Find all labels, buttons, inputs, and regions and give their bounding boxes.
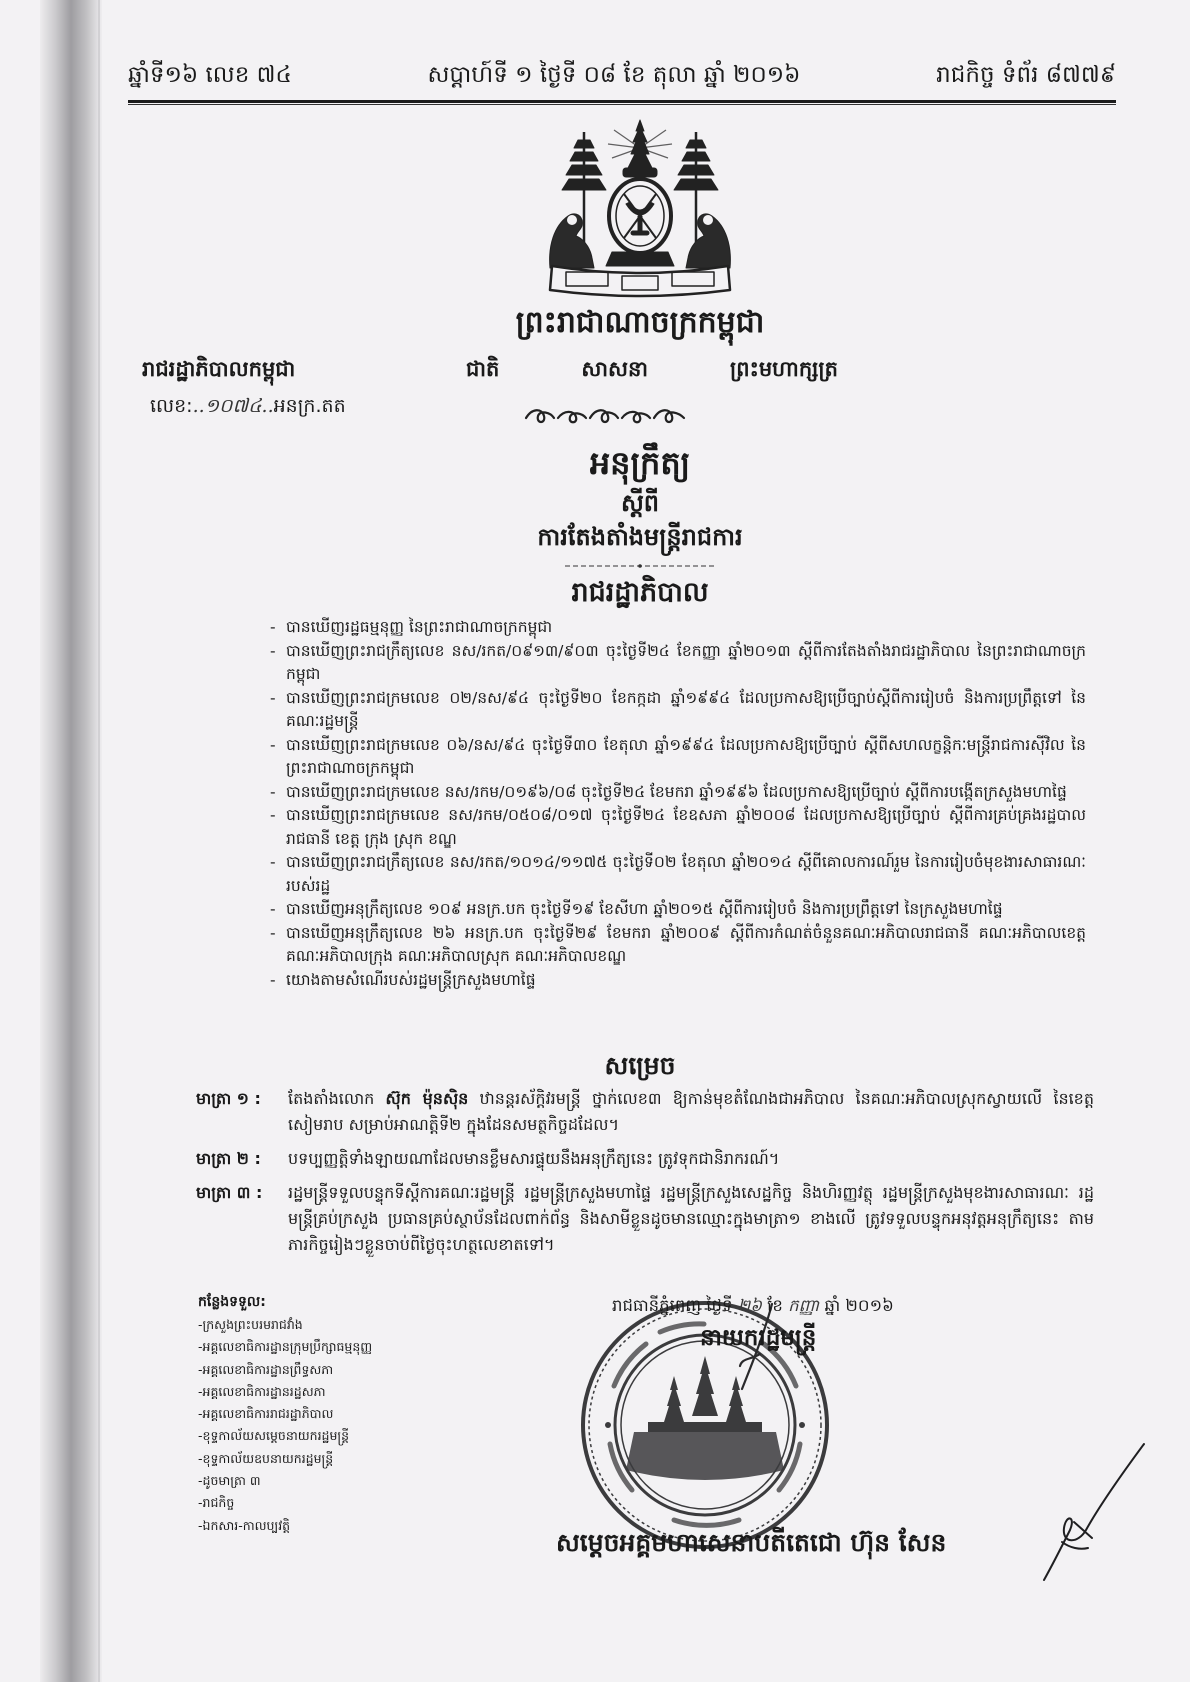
article-text: រដ្ឋមន្ត្រីទទួលបន្ទុកទីស្តីការគណៈរដ្ឋមន្ត្រី រដ្ឋមន្ត្រីក្រសួងមហាផ្ទៃ រដ្ឋមន្ត្រីក្រសួងសេដ្ឋកិច្ច និងហិរញ្ញវត្ថុ រដ្ឋមន្ត្រីក្រសួងមុខងារសាធារណៈ រដ្ឋមន្ត្រីគ្រប់ក្រសួង ប្រធានគ្រប់ស្ថាប័នដែលពាក់ព័ន្ធ និងសាមីខ្លួនដូចមានឈ្មោះក្នុងមាត្រា១ ខាងលើ ត្រូវទទួលបន្ទុកអនុវត្តអនុក្រឹត្យនេះ តាមភារកិច្ចរៀងៗខ្លួនចាប់ពីថ្ងៃចុះហត្ថលេខាតទៅ។	[288, 1183, 1094, 1254]
header-rule	[128, 104, 1116, 105]
recipient-item: - ក្រសួងព្រះបរមរាជវាំង	[198, 1314, 498, 1336]
gazette-date: សប្តាហ៍ទី ១ ថ្ងៃទី ០៨ ខែ តុលា ឆ្នាំ ២០១៦	[427, 62, 801, 88]
article-label: មាត្រា ២ :	[196, 1149, 261, 1168]
article-1	[196, 1086, 1094, 1138]
signing-day: ២៦	[737, 1296, 762, 1315]
reference-number	[150, 394, 346, 422]
consideration-item: - បានឃើញព្រះរាជក្រមលេខ នស/រកម/០៥០៨/០១៧ ចុះថ្ងៃទី២៤ ខែឧសភា ឆ្នាំ២០០៨ ដែលប្រកាសឱ្យប្រើច្បាប់ ស្តីពីការគ្រប់គ្រងរដ្ឋបាលរាជធានី ខេត្ត ក្រុង ស្រុក ខណ្ឌ	[268, 804, 1086, 851]
reference-suffix: អនក្រ.តត	[273, 395, 346, 417]
scan-shadow	[40, 0, 102, 1682]
recipient-item: - ដូចមាត្រា ៣	[198, 1470, 498, 1492]
article-3	[196, 1180, 1094, 1258]
article-label: មាត្រា ៣ :	[196, 1183, 263, 1202]
issuer-name: រាជរដ្ឋាភិបាលកម្ពុជា	[142, 357, 296, 381]
article-text	[288, 1086, 1094, 1138]
motto-religion: សាសនា	[581, 357, 648, 381]
article-text: បទប្បញ្ញត្តិទាំងឡាយណាដែលមានខ្លឹមសារផ្ទុយនឹងអនុក្រឹត្យនេះ ត្រូវទុកជានិរាករណ៍។	[288, 1149, 780, 1168]
document-subject: ការតែងតាំងមន្ត្រីរាជការ	[537, 523, 743, 551]
royal-coat-of-arms-icon	[528, 118, 752, 300]
recipient-item: - អគ្គលេខាធិការដ្ឋានរដ្ឋសភា	[198, 1381, 498, 1403]
issuing-authority: រាជរដ្ឋាភិបាល	[571, 577, 709, 608]
consideration-item: - បានឃើញអនុក្រឹត្យលេខ ២៦ អនក្រ.បក ចុះថ្ងៃទី២៩ ខែមករា ឆ្នាំ២០០៩ ស្តីពីការកំណត់ចំនួនគណៈអភិបាលរាជធានី គណៈអភិបាលខេត្ត គណៈអភិបាលក្រុង គណៈអភិបាលស្រុក គណៈអភិបាលខណ្ឌ	[268, 922, 1086, 969]
recipient-item: - រាជកិច្ច	[198, 1492, 498, 1514]
gazette-issue: ឆ្នាំទី១៦ លេខ ៧៤	[128, 62, 292, 88]
recipients-list	[198, 1314, 498, 1537]
consideration-item: - យោងតាមសំណើរបស់រដ្ឋមន្ត្រីក្រសួងមហាផ្ទៃ	[268, 969, 1086, 993]
consideration-list	[268, 616, 1086, 1048]
handwritten-signature	[1036, 1430, 1150, 1590]
document-about: ស្តីពី	[620, 489, 660, 517]
kingdom-title: ព្រះរាជាណាចក្រកម្ពុជា	[515, 305, 765, 340]
article-2	[196, 1146, 1094, 1172]
gazette-page: រាជកិច្ច ទំព័រ ៨៧៧៩	[936, 62, 1116, 88]
article-text-after: ឋានន្តរស័ក្តិវរមន្ត្រី ថ្នាក់លេខ៣ ឱ្យកាន់មុខតំណែងជាអភិបាល នៃគណៈអភិបាលស្រុកស្វាយលើ នៃខេត្តសៀមរាប សម្រាប់អាណត្តិទី២ ក្នុងដែនសមត្ថកិច្ចដដែល។	[288, 1089, 1094, 1134]
motto-king: ព្រះមហាក្សត្រ	[730, 357, 838, 381]
signer-name: សម្តេចអគ្គមហាសេនាបតីតេជោ ហ៊ុន សែន	[556, 1528, 947, 1557]
consideration-item: - បានឃើញព្រះរាជក្រមលេខ ០៦/នស/៩៤ ចុះថ្ងៃទី៣០ ខែតុលា ឆ្នាំ១៩៩៤ ដែលប្រកាសឱ្យប្រើច្បាប់ ស្តីពីសហលក្ខន្តិកៈមន្ត្រីរាជការស៊ីវិល នៃព្រះរាជាណាចក្រកម្ពុជា	[268, 734, 1086, 781]
title-divider	[565, 562, 715, 570]
signing-place: រាជធានីភ្នំពេញ ថ្ងៃទី	[612, 1296, 733, 1315]
signing-month: កញ្ញា	[788, 1296, 820, 1315]
recipient-item: - ខុទ្ទកាល័យឧបនាយករដ្ឋមន្ត្រី	[198, 1448, 498, 1470]
reference-label: លេខ:	[150, 395, 193, 417]
gazette-header	[128, 46, 1116, 103]
decision-heading: សម្រេច	[604, 1051, 676, 1080]
consideration-item: - បានឃើញរដ្ឋធម្មនុញ្ញ នៃព្រះរាជាណាចក្រកម្ពុជា	[268, 616, 1086, 640]
recipient-item: - ឯកសារ-កាលប្បវត្តិ	[198, 1515, 498, 1537]
consideration-item: - បានឃើញព្រះរាជក្រមលេខ នស/រកម/០១៩៦/០៨ ចុះថ្ងៃទី២៤ ខែមករា ឆ្នាំ១៩៩៦ ដែលប្រកាសឱ្យប្រើច្បាប់ ស្តីពីការបង្កើតក្រសួងមហាផ្ទៃ	[268, 781, 1086, 805]
reference-handwritten-number: ..១០៧៤..	[192, 395, 274, 417]
consideration-item: - បានឃើញព្រះរាជក្រឹត្យលេខ នស/រកត/០៩១៣/៩០៣ ចុះថ្ងៃទី២៤ ខែកញ្ញា ឆ្នាំ២០១៣ ស្តីពីការតែងតាំងរាជរដ្ឋាភិបាល នៃព្រះរាជាណាចក្រកម្ពុជា	[268, 640, 1086, 687]
ornament-divider-icon	[520, 402, 690, 430]
scan-edge-line	[98, 0, 100, 1682]
national-motto	[466, 356, 838, 387]
recipient-item: - ខុទ្ទកាល័យសម្តេចនាយករដ្ឋមន្ត្រី	[198, 1425, 498, 1447]
article-text-before: តែងតាំងលោក	[288, 1089, 386, 1108]
article-label: មាត្រា ១ :	[196, 1089, 261, 1108]
recipient-item: - អគ្គលេខាធិការរាជរដ្ឋាភិបាល	[198, 1403, 498, 1425]
recipient-item: - អគ្គលេខាធិការដ្ឋានព្រឹទ្ធសភា	[198, 1359, 498, 1381]
document-type: អនុក្រឹត្យ	[589, 444, 691, 482]
recipients-block	[198, 1290, 498, 1540]
consideration-item: - បានឃើញអនុក្រឹត្យលេខ ១០៩ អនក្រ.បក ចុះថ្ងៃទី១៩ ខែសីហា ឆ្នាំ២០១៥ ស្តីពីការរៀបចំ និងការប្រព្រឹត្តទៅ នៃក្រសួងមហាផ្ទៃ	[268, 898, 1086, 922]
signing-year: ឆ្នាំ ២០១៦	[824, 1296, 894, 1315]
consideration-item: - បានឃើញព្រះរាជក្រមលេខ ០២/នស/៩៤ ចុះថ្ងៃទី២០ ខែកក្កដា ឆ្នាំ១៩៩៤ ដែលប្រកាសឱ្យប្រើច្បាប់ស្តីពីការរៀបចំ និងការប្រព្រឹត្តទៅ នៃគណៈរដ្ឋមន្ត្រី	[268, 687, 1086, 734]
article-list	[196, 1086, 1094, 1286]
appointee-name: ស៊ុក ម៉ុនស៊ិន	[385, 1089, 469, 1108]
signer-title: នាយករដ្ឋមន្ត្រី	[700, 1325, 817, 1351]
signing-date	[612, 1296, 1042, 1320]
recipients-heading: កន្លែងទទួល:	[198, 1294, 266, 1310]
recipient-item: - អគ្គលេខាធិការដ្ឋានក្រុមប្រឹក្សាធម្មនុញ្ញ	[198, 1336, 498, 1358]
motto-nation: ជាតិ	[466, 357, 500, 381]
consideration-item: - បានឃើញព្រះរាជក្រឹត្យលេខ នស/រកត/១០១៤/១១៧៥ ចុះថ្ងៃទី០២ ខែតុលា ឆ្នាំ២០១៤ ស្តីពីគោលការណ៍រួម នៃការរៀបចំមុខងារសាធារណៈរបស់រដ្ឋ	[268, 851, 1086, 898]
signing-month-label: ខែ	[767, 1296, 783, 1315]
